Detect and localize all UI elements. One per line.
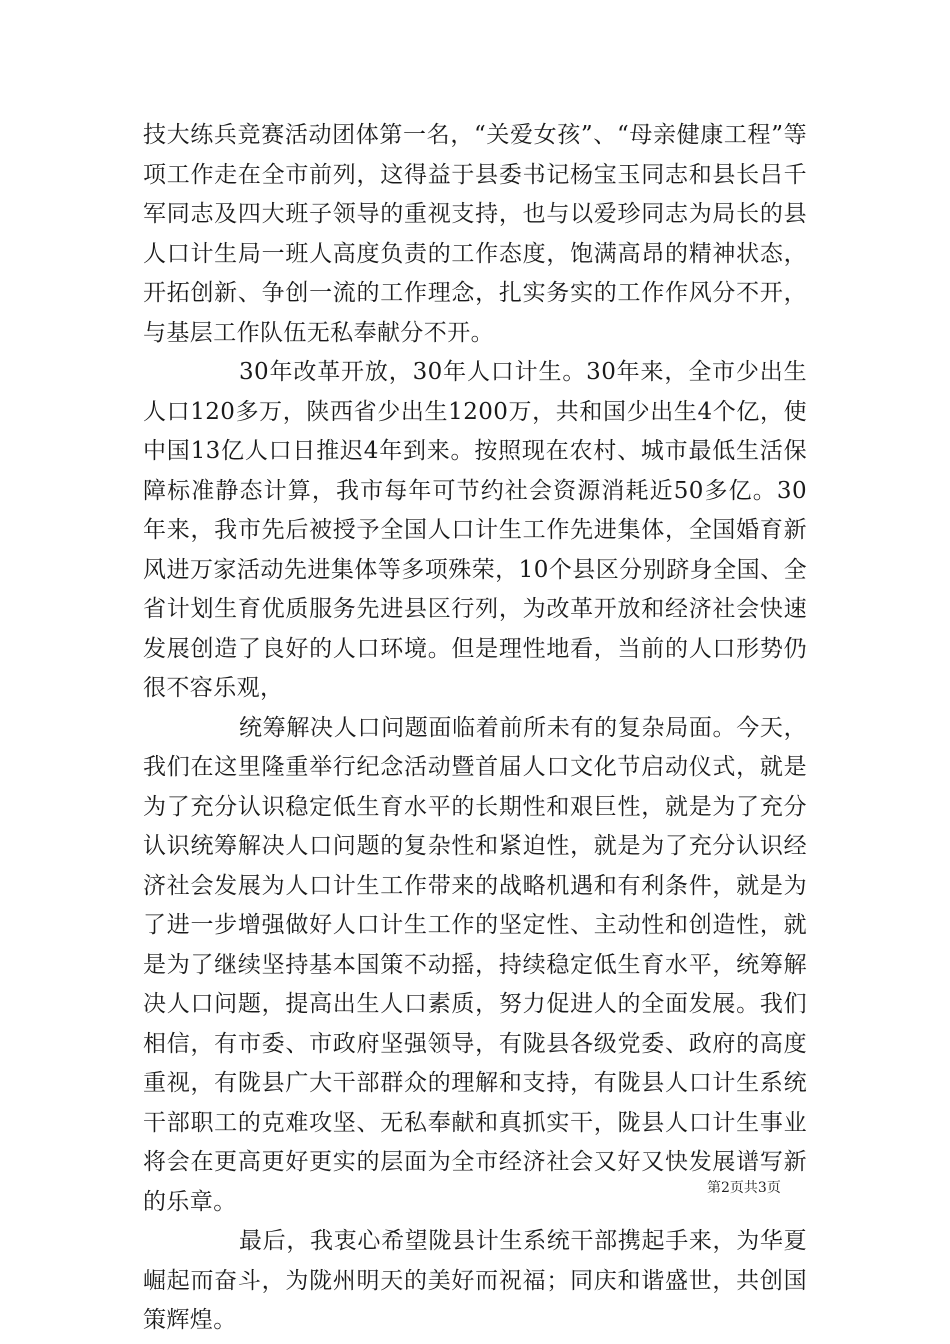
paragraph-4: 最后，我衷心希望陇县计生系统干部携起手来，为华夏崛起而奋斗，为陇州明天的美好而祝福；同庆和谐盛世，共创国策辉煌。: [143, 1228, 807, 1333]
paragraph-3: 统筹解决人口问题面临着前所未有的复杂局面。今天，我们在这里隆重举行纪念活动暨首届人口文化节启动仪式，就是为了充分认识稳定低生育水平的长期性和艰巨性，就是为了充分认识统筹解决人口问题的复杂性和紧迫性，就是为了充分认识经济社会发展为人口计生工作带来的战略机遇和有利条件，就是为了进一步增强做好人口计生工作的坚定性、主动性和创造性，就是为了继续坚持基本国策不动摇，持续稳定低生育水平，统筹解决人口问题，提高出生人口素质，努力促进人的全面发展。我们相信，有市委、市政府坚强领导，有陇县各级党委、政府的高度重视，有陇县广大干部群众的理解和支持，有陇县人口计生系统干部职工的克难攻坚、无私奉献和真抓实干，陇县人口计生事业将会在更高更好更实的层面为全市经济社会又好又快发展谱写新的乐章。: [143, 714, 807, 1215]
page-number-footer: 第2页共3页: [707, 1180, 781, 1196]
paragraph-1: 技大练兵竞赛活动团体第一名，“关爱女孩”、“母亲健康工程”等项工作走在全市前列，这得益于县委书记杨宝玉同志和县长吕千军同志及四大班子领导的重视支持，也与以爱珍同志为局长的县人口计生局一班人高度负责的工作态度，饱满高昂的精神状态，开拓创新、争创一流的工作理念，扎实务实的工作作风分不开，与基层工作队伍无私奉献分不开。: [143, 122, 807, 346]
document-page: [143, 116, 807, 1341]
paragraph-2: 30年改革开放，30年人口计生。30年来，全市少出生人口120多万，陕西省少出生1200万，共和国少出生4个亿，使中国13亿人口日推迟4年到来。按照现在农村、城市最低生活保障标准静态计算，我市每年可节约社会资源消耗近50多亿。30年来，我市先后被授予全国人口计生工作先进集体，全国婚育新风进万家活动先进集体等多项殊荣，10个县区分别跻身全国、全省计划生育优质服务先进县区行列，为改革开放和经济社会快速发展创造了良好的人口环境。但是理性地看，当前的人口形势仍很不容乐观，: [143, 359, 807, 701]
